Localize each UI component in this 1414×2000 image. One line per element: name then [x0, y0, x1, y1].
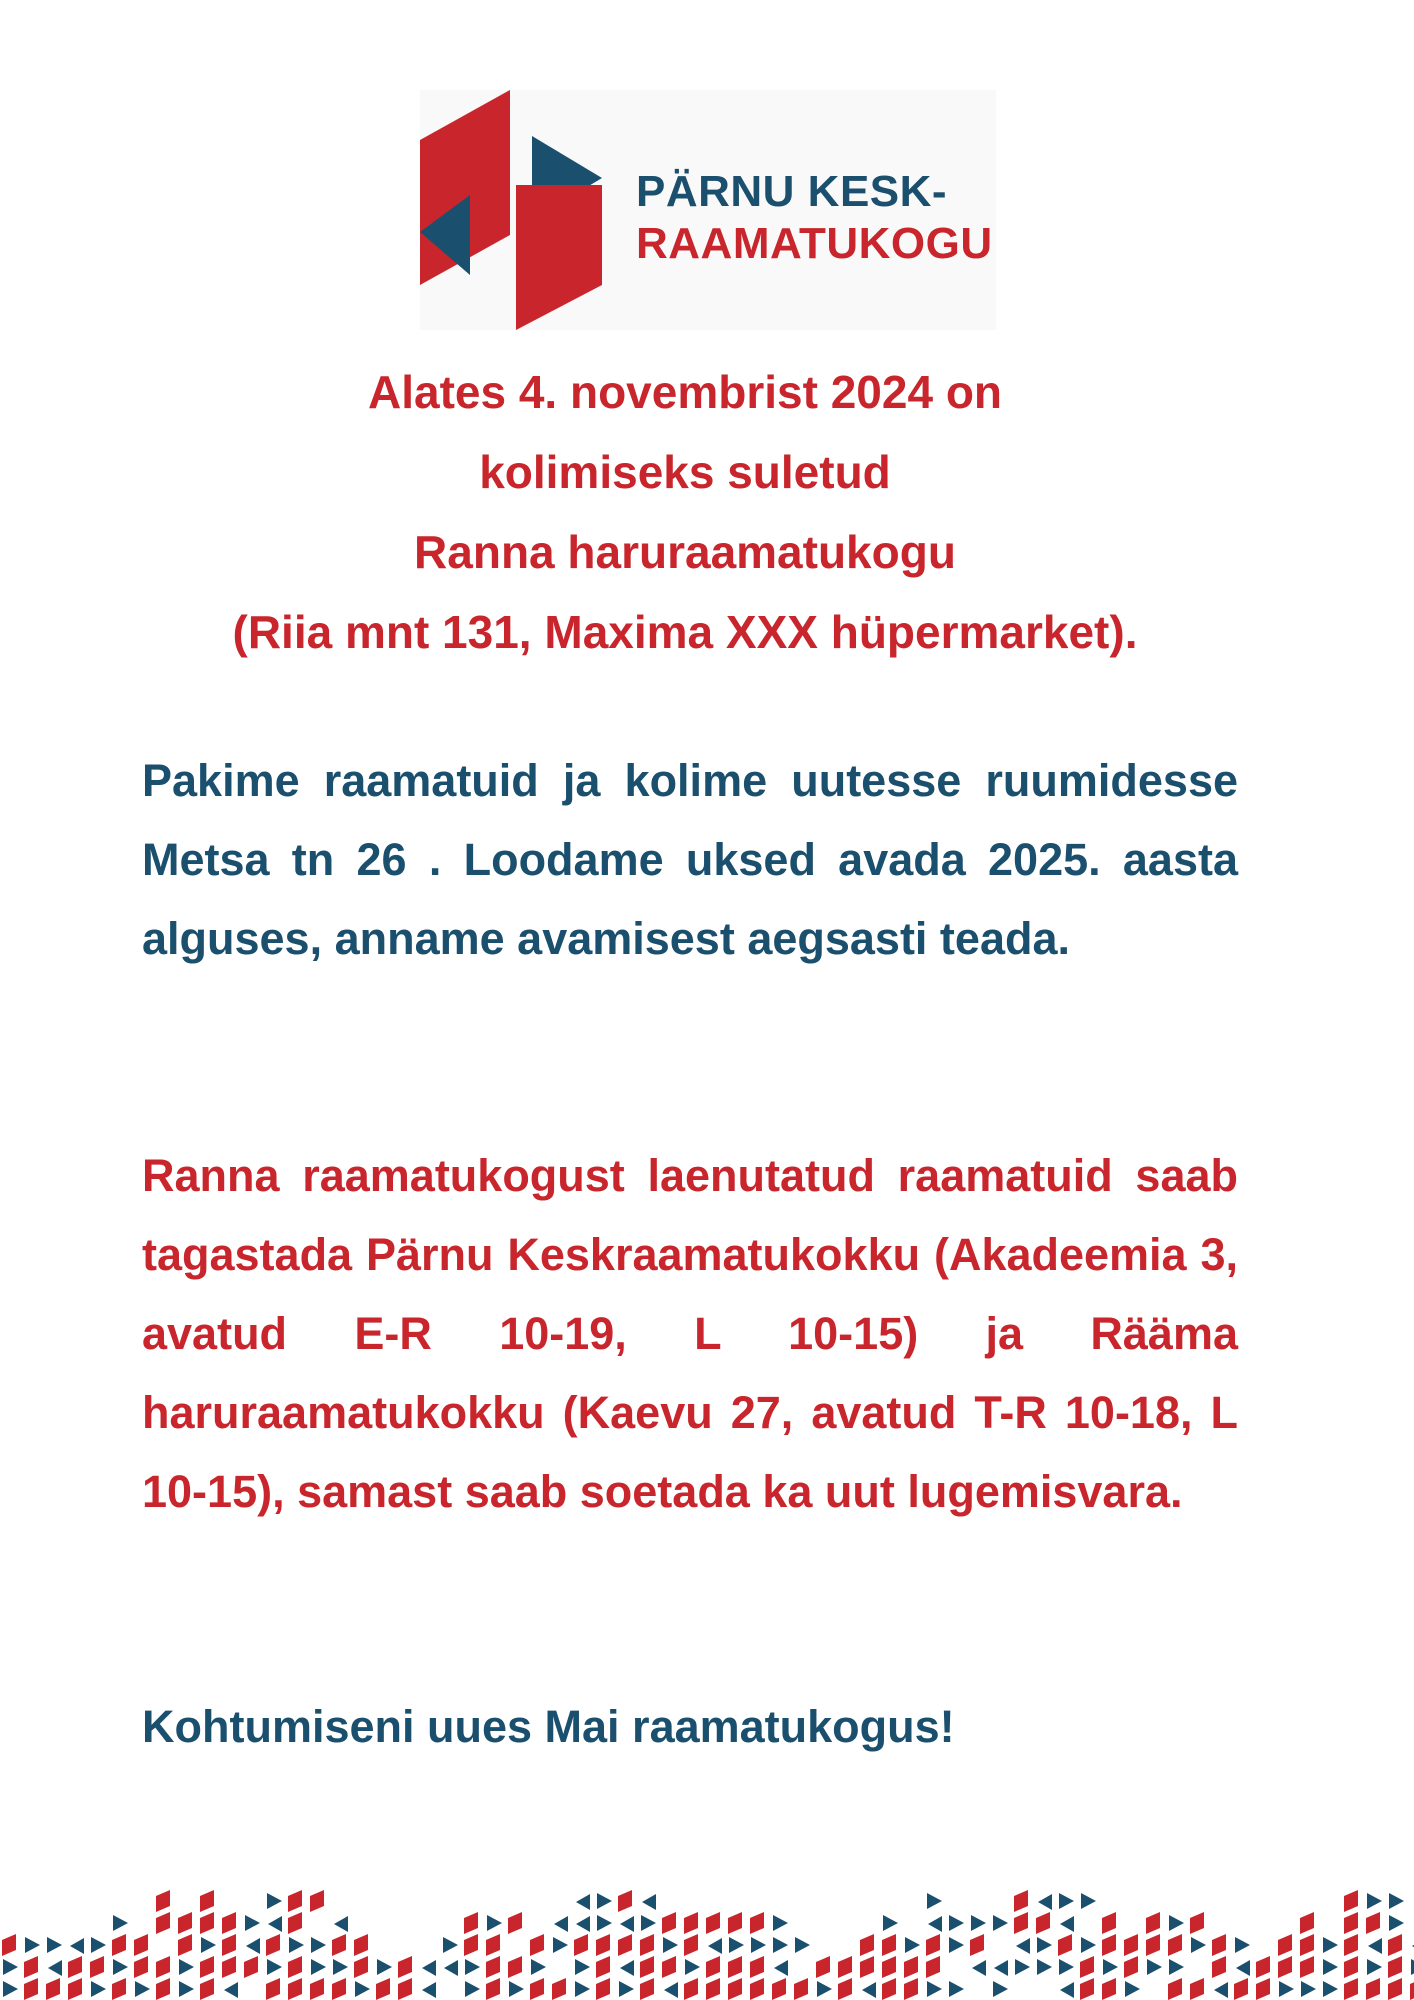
heading-line: Alates 4. novembrist 2024 on	[367, 366, 1003, 418]
library-logo	[420, 90, 996, 330]
library-logo-icon	[420, 90, 610, 330]
heading-line: kolimiseks suletud	[479, 446, 891, 498]
moving-paragraph: Pakime raamatuid ja kolime uutesse ruumidesse Metsa tn 26 . Loodame uksed avada 2025. aasta alguses, anname avamisest aegsasti teada.	[142, 755, 1238, 964]
heading-line: Ranna haruraamatukogu	[414, 526, 956, 578]
library-name	[636, 166, 993, 270]
library-name-line1: PÄRNU KESK-	[636, 167, 948, 216]
closing-line: Kohtumiseni uues Mai raamatukogus!	[142, 1701, 955, 1752]
returns-paragraph: Ranna raamatukogust laenutatud raamatuid saab tagastada Pärnu Keskraamatukokku (Akadeemia 3, avatud E-R 10-19, L 10-15) ja Rääma haruraamatukokku (Kaevu 27, avatud T-R 10-18, L 10-15), samast saab soetada ka uut lugemisvara.	[142, 1150, 1238, 1517]
library-name-line2: RAAMATUKOGU	[636, 219, 993, 268]
heading-line: (Riia mnt 131, Maxima XXX hüpermarket).	[232, 606, 1138, 658]
closure-announcement-heading	[100, 352, 1270, 672]
decorative-pattern-icon	[0, 1800, 1414, 2000]
